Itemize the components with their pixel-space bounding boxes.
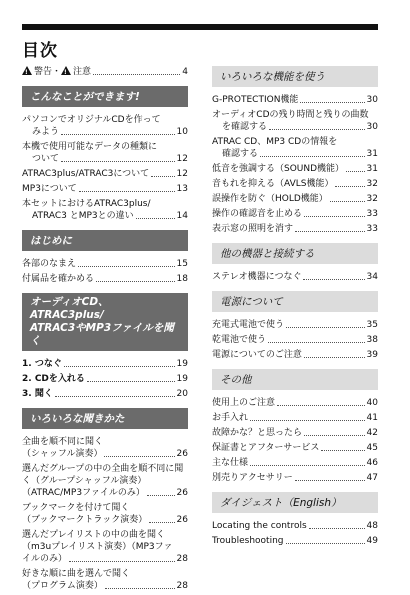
toc-entry[interactable]: 付属品を確かめる 18 — [22, 274, 188, 284]
leader-dots — [78, 266, 175, 267]
toc-entry[interactable]: 1. つなぐ 19 — [22, 359, 188, 369]
toc-entry[interactable]: 主な仕様 46 — [212, 458, 378, 468]
section-heading: その他 — [212, 369, 378, 390]
leader-dots — [96, 281, 175, 282]
section-heading: オーディオCD、ATRAC3plus/ ATRAC3やMP3ファイルを聞く — [22, 293, 188, 351]
toc-entry[interactable]: オーディオCDの残り時間と残りの曲数 を確認する 30 — [212, 110, 378, 132]
toc-entry[interactable]: 操作の確認音を止める 33 — [212, 209, 378, 219]
toc-entry-warning[interactable]: !警告・! 注意 4 — [22, 66, 188, 78]
leader-dots — [295, 231, 365, 232]
page-number: 41 — [366, 413, 378, 423]
leader-dots — [330, 201, 365, 202]
page-number: 19 — [176, 359, 188, 369]
toc-entry[interactable]: ATRAC CD、MP3 CDの情報を 確認する 31 — [212, 137, 378, 159]
page-number: 39 — [366, 350, 378, 360]
section-heading: いろいろな機能を使う — [212, 66, 378, 87]
leader-dots — [346, 171, 364, 172]
section-heading: ダイジェスト（English） — [212, 492, 378, 513]
page-number: 10 — [176, 127, 188, 137]
leader-dots — [268, 342, 365, 343]
page-number: 4 — [182, 67, 188, 77]
page-number: 49 — [366, 536, 378, 546]
page-number: 26 — [176, 488, 188, 498]
toc-entry[interactable]: 低音を強調する（SOUND機能） 31 — [212, 164, 378, 174]
toc-entry[interactable]: ブックマークを付けて聞く （ブックマークトラック演奏） 26 — [22, 503, 188, 525]
toc-entry[interactable]: ステレオ機器につなぐ 34 — [212, 272, 378, 282]
leader-dots — [104, 456, 174, 457]
page-number: 31 — [366, 164, 378, 174]
toc-entry[interactable]: 別売りアクセサリー 47 — [212, 473, 378, 483]
page-number: 42 — [366, 428, 378, 438]
leader-dots — [286, 543, 365, 544]
toc-entry[interactable]: 2. CDを入れる 19 — [22, 374, 188, 384]
toc-entry[interactable]: Troubleshooting 49 — [212, 536, 378, 546]
toc-entry[interactable]: 誤操作を防ぐ（HOLD機能） 32 — [212, 194, 378, 204]
leader-dots — [321, 450, 364, 451]
toc-entry[interactable]: MP3について 13 — [22, 184, 188, 194]
page-number: 14 — [176, 211, 188, 221]
leader-dots — [250, 420, 365, 421]
page-number: 47 — [366, 473, 378, 483]
page-number: 19 — [176, 374, 188, 384]
page-number: 48 — [366, 521, 378, 531]
page-number: 12 — [176, 154, 188, 164]
toc-entry[interactable]: 充電式電池で使う 35 — [212, 320, 378, 330]
leader-dots — [136, 218, 175, 219]
page-number: 34 — [366, 272, 378, 282]
toc-entry[interactable]: 電源についてのご注意 39 — [212, 350, 378, 360]
leader-dots — [64, 366, 175, 367]
leader-dots — [151, 176, 174, 177]
page-number: 32 — [366, 194, 378, 204]
leader-dots — [304, 357, 365, 358]
leader-dots — [250, 465, 365, 466]
page-title: 目次 — [22, 41, 58, 61]
page-number: 20 — [176, 389, 188, 399]
page-number: 31 — [366, 149, 378, 159]
top-rule — [22, 24, 378, 30]
section-heading: 他の機器と接続する — [212, 243, 378, 264]
toc-entry[interactable]: 音もれを抑える（AVLS機能） 32 — [212, 179, 378, 189]
page-number: 32 — [366, 179, 378, 189]
toc-entry[interactable]: パソコンでオリジナルCDを作って みよう 10 — [22, 115, 188, 137]
leader-dots — [286, 327, 365, 328]
leader-dots — [105, 588, 175, 589]
leader-dots — [303, 279, 364, 280]
toc-entry[interactable]: 使用上のご注意 40 — [212, 398, 378, 408]
toc-entry[interactable]: 表示窓の照明を消す 33 — [212, 224, 378, 234]
page-number: 12 — [176, 169, 188, 179]
page-number: 33 — [366, 209, 378, 219]
leader-dots — [304, 435, 365, 436]
caution-icon — [61, 66, 71, 75]
toc-right-column — [212, 66, 378, 550]
leader-dots — [147, 495, 175, 496]
section-heading: はじめに — [22, 230, 188, 251]
leader-dots — [69, 561, 175, 562]
leader-dots — [61, 134, 175, 135]
toc-entry[interactable]: 本機で使用可能なデータの種類に ついて 12 — [22, 142, 188, 164]
section-heading: こんなことができます! — [22, 86, 188, 107]
toc-entry[interactable]: 本セットにおけるATRAC3plus/ ATRAC3 とMP3との違い 14 — [22, 199, 188, 221]
page-number: 13 — [176, 184, 188, 194]
page-number: 40 — [366, 398, 378, 408]
leader-dots — [260, 156, 365, 157]
leader-dots — [93, 74, 180, 75]
page-number: 28 — [176, 581, 188, 591]
toc-entry[interactable]: G-PROTECTION機能 30 — [212, 95, 378, 105]
leader-dots — [79, 191, 175, 192]
leader-dots — [277, 405, 365, 406]
page-number: 26 — [176, 515, 188, 525]
page-number: 26 — [176, 449, 188, 459]
page-number: 30 — [366, 122, 378, 132]
leader-dots — [335, 186, 364, 187]
page-number: 15 — [176, 259, 188, 269]
section-heading: 電源について — [212, 291, 378, 312]
page-number: 46 — [366, 458, 378, 468]
leader-dots — [304, 216, 365, 217]
toc-entry[interactable]: 好きな順に曲を選んで聞く （プログラム演奏） 28 — [22, 569, 188, 591]
toc-entry[interactable]: Locating the controls 48 — [212, 521, 378, 531]
toc-entry[interactable]: 故障かな？と思ったら 42 — [212, 428, 378, 438]
toc-entry[interactable]: 選んだプレイリストの中の曲を聞く （m3uプレイリスト演奏）（MP3ファ イルのみ） 28 — [22, 530, 188, 564]
page-number: 18 — [176, 274, 188, 284]
toc-entry[interactable]: 保証書とアフターサービス 45 — [212, 443, 378, 453]
leader-dots — [269, 129, 365, 130]
toc-entry[interactable]: 3. 聞く 20 — [22, 389, 188, 399]
section-heading: いろいろな聞きかた — [22, 408, 188, 429]
page-number: 38 — [366, 335, 378, 345]
page-number: 45 — [366, 443, 378, 453]
leader-dots — [55, 396, 175, 397]
page-number: 28 — [176, 554, 188, 564]
leader-dots — [309, 528, 365, 529]
page-number: 33 — [366, 224, 378, 234]
warning-icon — [22, 66, 32, 75]
toc-entry[interactable]: 各部のなまえ 15 — [22, 259, 188, 269]
leader-dots — [61, 161, 175, 162]
page-number: 35 — [366, 320, 378, 330]
toc-entry[interactable]: お手入れ 41 — [212, 413, 378, 423]
toc-entry[interactable]: 乾電池で使う 38 — [212, 335, 378, 345]
toc-left-column — [22, 66, 188, 595]
page-number: 30 — [366, 95, 378, 105]
leader-dots — [149, 522, 174, 523]
toc-entry[interactable]: 全曲を順不同に聞く （シャッフル演奏） 26 — [22, 437, 188, 459]
toc-entry[interactable]: ATRAC3plus/ATRAC3について 12 — [22, 169, 188, 179]
leader-dots — [87, 381, 175, 382]
leader-dots — [300, 102, 364, 103]
leader-dots — [295, 480, 365, 481]
toc-entry[interactable]: 選んだグループの中の全曲を順不同に聞 く（グループシャッフル演奏） （ATRAC/MP3ファイルのみ） 26 — [22, 464, 188, 498]
